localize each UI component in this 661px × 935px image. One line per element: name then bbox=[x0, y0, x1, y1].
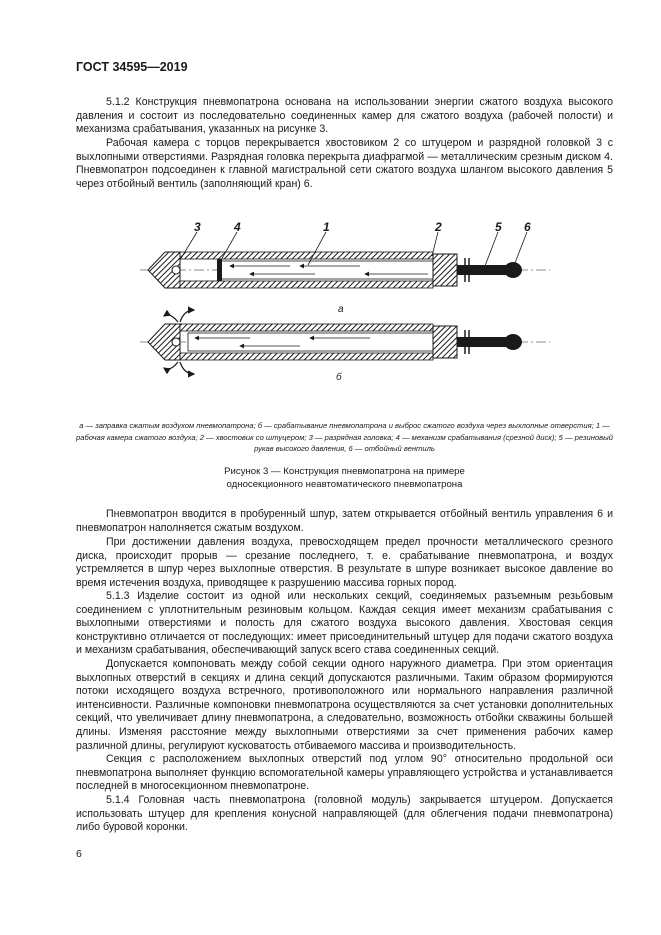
paragraph-5-1-3-section-90: Секция с расположением выхлопных отверстий под углом 90° относительно продольной оси пневмопатрона выполняет функцию вспомогательной камеры управляющего устройства и устанавливается последней в многосекционном пневмопатроне. bbox=[76, 753, 613, 793]
figure-view-a bbox=[140, 220, 550, 315]
figure-title bbox=[76, 466, 613, 491]
figure-view-b bbox=[140, 310, 550, 380]
document-header: ГОСТ 34595—2019 bbox=[76, 60, 188, 74]
paragraph-5-1-4: 5.1.4 Головная часть пневмопатрона (головной модуль) закрывается штуцером. Допускается использовать штуцер для крепления конусной направляющей (для облегчения подачи пневмопатрона) либо буровой коронки. bbox=[76, 794, 613, 834]
callout-6: 6 bbox=[524, 220, 531, 234]
callout-2: 2 bbox=[435, 220, 442, 234]
figure-title-line-1: Рисунок 3 — Конструкция пневмопатрона на примере bbox=[224, 466, 465, 477]
callout-1: 1 bbox=[323, 220, 330, 234]
view-label-b: б bbox=[336, 372, 342, 380]
figure-title-line-2: односекционного неавтоматического пневмопатрона bbox=[226, 478, 463, 490]
page-number: 6 bbox=[76, 848, 82, 860]
callout-3: 3 bbox=[194, 220, 201, 234]
callout-5: 5 bbox=[495, 220, 502, 234]
callout-4: 4 bbox=[234, 220, 241, 234]
paragraph-5-1-3-combinations: Допускается компоновать между собой секции одного наружного диаметра. При этом ориентация выхлопных отверстий в секциях и длина секций допускаются различными. Таким образом формируются потоки исходящего воздуха встречного, противоположного или нормального направления различной интенсивности. Различные компоновки пневмопатрона осуществляются за счет установки дополнительных секций, что увеличивает длину пневмопатрона, а следовательно, возможность отбойки скважины большей длины. Изменяя расстояние между выхлопными отверстиями за счет применения рабочих камер различной длины, регулируют кусковатость отбиваемого массива и производительность. bbox=[76, 658, 613, 752]
paragraph-activation: При достижении давления воздуха, превосходящем предел прочности металлического срезного диска, происходит прорыв — срезание последнего, т. е. срабатывание пневмопатрона, и воздух устремляется в шпур через выхлопные отверстия. В результате в шпуре возникает высокое давление во время истечения воздуха, приводящее к разрушению массива горных пород. bbox=[76, 536, 613, 589]
paragraph-5-1-2: 5.1.2 Конструкция пневмопатрона основана на использовании энергии сжатого воздуха высокого давления и состоит из последовательно соединенных камер для сжатого воздуха (рабочей полости) и механизма срабатывания, указанных на рисунке 3. bbox=[76, 96, 613, 136]
figure-caption: а — заправка сжатым воздухом пневмопатрона; б — срабатывание пневмопатрона и выброс сжатого воздуха через выхлопные отверстия; 1 — рабочая камера сжатого воздуха; 2 — хвостовик со штуцером; 3 — разрядная головка; 4 — механизм срабатывания (срезной диск); 5 — резиновый рукав высокого давления, 6 — отбойный вентиль bbox=[76, 421, 613, 453]
paragraph-5-1-3: 5.1.3 Изделие состоит из одной или нескольких секций, соединяемых разъемным резьбовым соединением с уплотнительным резиновым кольцом. Каждая секция имеет механизм срабатывания с выхлопными отверстиями и полость для сжатого воздуха высокого давления. Хвостовая секция конструктивно отличается от последующих: имеет присоединительный штуцер для подачи сжатого воздуха и механизм срабатывания, обеспечивающий запуск всего става соединенных секций. bbox=[76, 590, 613, 657]
paragraph-insertion: Пневмопатрон вводится в пробуренный шпур, затем открывается отбойный вентиль управления 6 и пневмопатрон наполняется сжатым воздухом. bbox=[76, 508, 613, 534]
view-label-a: а bbox=[338, 304, 344, 315]
paragraph-5-1-2-continued: Рабочая камера с торцов перекрывается хвостовиком 2 со штуцером и разрядной головкой 3 с выхлопными отверстиями. Разрядная головка перекрыта диафрагмой — металлическим срезным диском 4. Пневмопатрон подсоединен к главной магистральной сети сжатого воздуха шлангом высокого давления 5 через отбойный вентиль (заполняющий кран) 6. bbox=[76, 137, 613, 190]
pneumatic-cartridge-figure bbox=[140, 218, 550, 380]
